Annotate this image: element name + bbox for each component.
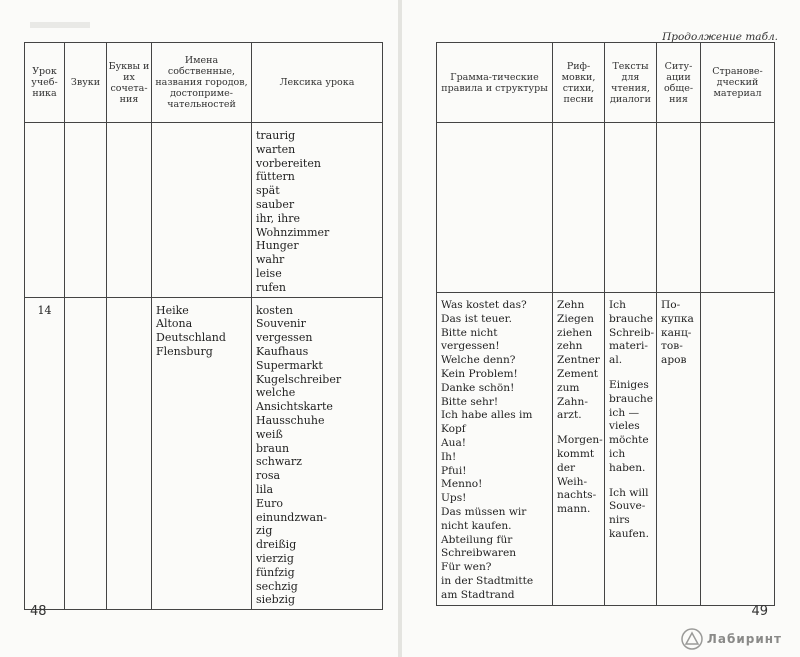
grammar-line: Welche denn?: [441, 354, 516, 367]
row1-situations-cell: [657, 123, 701, 293]
rhyme-line: Zentner: [557, 354, 600, 367]
row1-letters-cell: [107, 123, 152, 298]
vocab-word: Euro: [256, 496, 283, 510]
header-row: [25, 43, 383, 123]
vocab-word: weiß: [256, 427, 283, 441]
table-row: [437, 293, 775, 606]
labirint-watermark: [681, 628, 782, 650]
rhyme-line: zum: [557, 381, 580, 394]
rhyme-line: arzt.: [557, 409, 582, 422]
header-vocab: Лексика урока: [252, 43, 383, 123]
text-line: brauche: [609, 312, 654, 325]
vocab-word: rufen: [256, 280, 287, 294]
header-situations: Ситу-ации обще-ния: [657, 43, 701, 123]
row2-culture-cell: [701, 293, 775, 606]
text-line: ich: [609, 447, 626, 460]
left-table: [24, 42, 383, 610]
rhyme-line: Morgen-: [557, 434, 603, 447]
grammar-line: Kein Problem!: [441, 367, 518, 380]
vocab-word: Kugelschreiber: [256, 372, 342, 386]
row2-situations-cell: [657, 293, 701, 606]
watermark-text: Лабиринт: [706, 632, 782, 646]
header-rhymes: Риф-мовки, стихи, песни: [553, 43, 605, 123]
rhyme-line: Zahn-: [557, 395, 588, 408]
faded-header-mark: [30, 22, 90, 28]
vocab-word: zig: [256, 524, 273, 538]
vocab-word: vergessen: [256, 331, 313, 345]
row2-letters-cell: [107, 297, 152, 610]
right-table: [436, 42, 775, 606]
situation-line: аров: [661, 354, 687, 367]
text-line: al.: [609, 354, 623, 367]
text-line: haben.: [609, 461, 646, 474]
text-line: ich —: [609, 406, 640, 419]
row2-rhymes-cell: [553, 293, 605, 606]
vocab-word: rosa: [256, 469, 281, 483]
grammar-line: Schreibwaren: [441, 547, 517, 560]
rhyme-line: der: [557, 461, 576, 474]
proper-name: Heike: [156, 303, 189, 317]
grammar-line: Danke schön!: [441, 381, 515, 394]
page-number-left: 48: [30, 604, 47, 619]
text-line: Ich: [609, 299, 626, 311]
situation-line: тов-: [661, 340, 683, 353]
vocab-word: warten: [256, 142, 296, 156]
rhyme-line: mann.: [557, 503, 591, 516]
spacer: [609, 368, 654, 379]
vocab-word: kosten: [256, 303, 293, 317]
rhyme-line: nachts-: [557, 489, 597, 502]
header-grammar: Грамма-тические правила и структуры: [437, 43, 553, 123]
header-row: [437, 43, 775, 123]
row2-names-cell: [152, 297, 252, 610]
grammar-line: Das ist teuer.: [441, 312, 512, 325]
vocab-word: welche: [256, 386, 296, 400]
vocab-word: Ansichtskarte: [256, 400, 333, 414]
grammar-line: Ih!: [441, 450, 457, 463]
grammar-line: vergessen!: [441, 340, 500, 353]
text-line: vieles: [609, 420, 640, 433]
rhyme-line: ziehen: [557, 326, 593, 339]
vocab-word: Hausschuhe: [256, 413, 325, 427]
grammar-line: nicht kaufen.: [441, 519, 512, 532]
row1-texts-cell: [605, 123, 657, 293]
spacer: [609, 476, 654, 487]
continuation-header: Продолжение табл.: [662, 31, 778, 43]
vocab-word: lila: [256, 482, 274, 496]
grammar-line: Aua!: [441, 436, 467, 449]
grammar-line: Bitte sehr!: [441, 395, 499, 408]
vocab-word: Hunger: [256, 239, 299, 253]
proper-name: Deutschland: [156, 331, 226, 345]
header-texts: Тексты для чтения, диалоги: [605, 43, 657, 123]
header-letters: Буквы и их сочета-ния: [107, 43, 152, 123]
text-line: Einiges: [609, 378, 649, 391]
situation-line: канц-: [661, 326, 692, 339]
text-line: brauche: [609, 392, 654, 405]
row1-names-cell: [152, 123, 252, 298]
vocab-word: Wohnzimmer: [256, 225, 330, 239]
vocab-word: leise: [256, 266, 282, 280]
rhyme-line: zehn: [557, 340, 583, 353]
grammar-line: Was kostet das?: [441, 299, 527, 311]
grammar-line: am Stadtrand: [441, 588, 515, 601]
grammar-line: Ich habe alles im: [441, 409, 533, 422]
table-row: [437, 123, 775, 293]
vocab-word: füttern: [256, 170, 295, 184]
left-page: [0, 0, 398, 657]
grammar-line: Kopf: [441, 423, 466, 436]
grammar-line: Abteilung für: [441, 533, 513, 546]
row2-vocab-cell: [252, 297, 383, 610]
vocab-word: vierzig: [256, 551, 294, 565]
vocab-word: sechzig: [256, 579, 298, 593]
grammar-line: Bitte nicht: [441, 326, 498, 339]
rhyme-line: Ziegen: [557, 312, 594, 325]
grammar-line: Das müssen wir: [441, 505, 527, 518]
spacer: [557, 423, 602, 434]
vocab-word: Souvenir: [256, 317, 306, 331]
row1-grammar-cell: [437, 123, 553, 293]
situation-line: По-: [661, 299, 681, 311]
grammar-line: Pfui!: [441, 464, 467, 477]
row1-vocab-cell: [252, 123, 383, 298]
rhyme-line: kommt: [557, 447, 595, 460]
proper-name: Altona: [156, 317, 193, 331]
header-sounds: Звуки: [65, 43, 107, 123]
vocab-word: Supermarkt: [256, 358, 323, 372]
header-lesson: Урок учеб-ника: [25, 43, 65, 123]
text-line: möchte: [609, 434, 649, 447]
vocab-word: fünfzig: [256, 565, 295, 579]
rhyme-line: Weih-: [557, 475, 588, 488]
grammar-line: Für wen?: [441, 561, 492, 574]
situation-line: купка: [661, 312, 694, 325]
row2-lesson-number: 14: [25, 297, 65, 610]
text-line: kaufen.: [609, 527, 649, 540]
vocab-word: sauber: [256, 197, 295, 211]
vocab-word: braun: [256, 441, 290, 455]
grammar-line: in der Stadtmitte: [441, 574, 534, 587]
vocab-word: wahr: [256, 253, 285, 267]
row2-texts-cell: [605, 293, 657, 606]
vocab-word: traurig: [256, 129, 296, 142]
rhyme-line: Zehn: [557, 299, 585, 311]
vocab-word: siebzig: [256, 593, 296, 607]
vocab-word: vorbereiten: [256, 156, 321, 170]
row2-grammar-cell: [437, 293, 553, 606]
labirint-logo-icon: [681, 628, 703, 650]
vocab-word: einundzwan-: [256, 510, 327, 524]
proper-name: Flensburg: [156, 344, 213, 358]
text-line: Souve-: [609, 500, 646, 513]
vocab-word: spät: [256, 184, 280, 198]
table-row: [25, 297, 383, 610]
vocab-word: Kaufhaus: [256, 344, 309, 358]
text-line: nirs: [609, 514, 630, 527]
row1-culture-cell: [701, 123, 775, 293]
text-line: materi-: [609, 340, 648, 353]
header-names: Имена собственные, названия городов, достоприме-чательностей: [152, 43, 252, 123]
vocab-word: ihr, ihre: [256, 211, 301, 225]
text-line: Schreib-: [609, 326, 655, 339]
grammar-line: Ups!: [441, 492, 467, 505]
rhyme-line: Zement: [557, 367, 599, 380]
row1-lesson-cell: [25, 123, 65, 298]
grammar-line: Menno!: [441, 478, 483, 491]
text-line: Ich will: [609, 486, 649, 499]
vocab-word: dreißig: [256, 538, 297, 552]
row1-rhymes-cell: [553, 123, 605, 293]
vocab-word: schwarz: [256, 455, 302, 469]
table-row: [25, 123, 383, 298]
row2-sounds-cell: [65, 297, 107, 610]
page-number-right: 49: [751, 604, 768, 619]
header-culture: Странове-дческий материал: [701, 43, 775, 123]
row1-sounds-cell: [65, 123, 107, 298]
